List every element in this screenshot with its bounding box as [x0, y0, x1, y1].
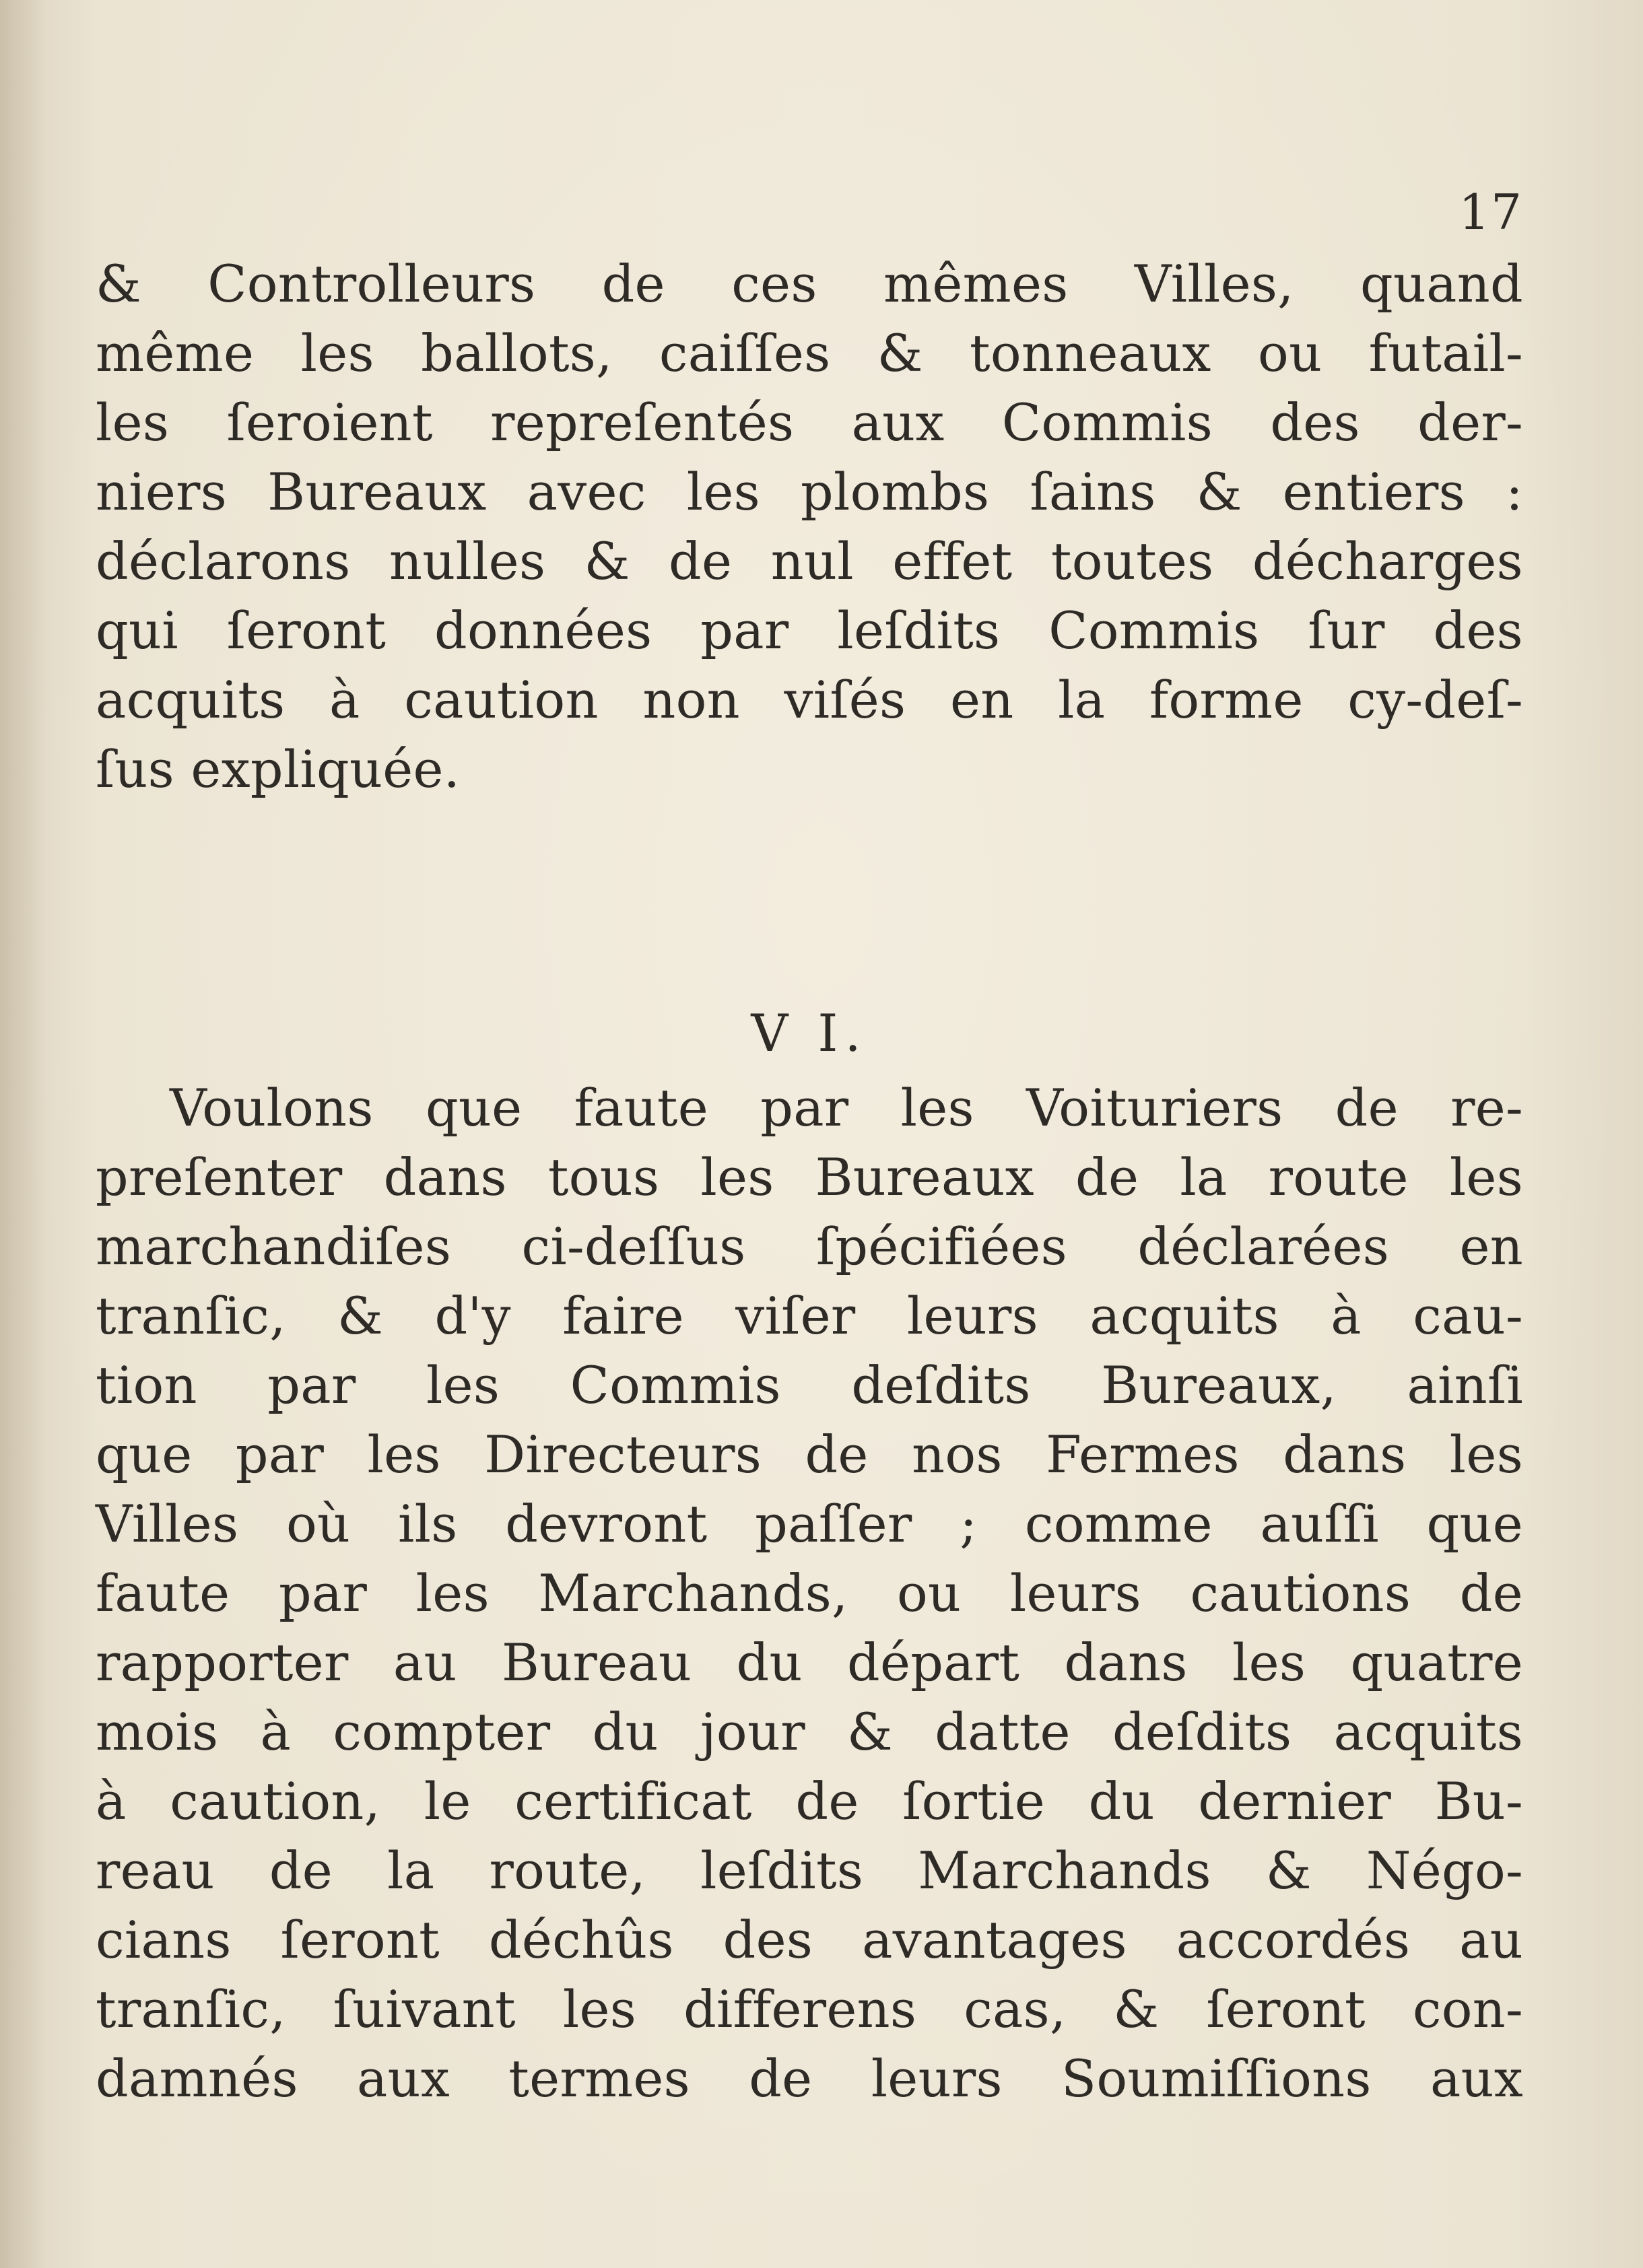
- text-line: marchandiſes ci-deſſus ſpécifiées déclarées en: [96, 1216, 1523, 1276]
- text-line: tranſic, & d'y faire viſer leurs acquits à cau-: [96, 1286, 1523, 1346]
- text-line: que par les Directeurs de nos Fermes dans les: [96, 1424, 1523, 1484]
- page-edge-shadow: [0, 0, 47, 2268]
- text-line: niers Bureaux avec les plombs ſains & entiers :: [96, 462, 1523, 522]
- text-line: reau de la route, leſdits Marchands & Négo-: [96, 1841, 1523, 1900]
- text-line: déclarons nulles & de nul effet toutes décharges: [96, 531, 1523, 591]
- paragraph-2: [96, 1073, 1523, 2113]
- section-heading: V I.: [751, 1003, 868, 1063]
- text-line: ſus expliquée.: [96, 739, 461, 799]
- text-line: tranſic, ſuivant les differens cas, & ſeront con-: [96, 1979, 1523, 2039]
- page-number: 17: [1458, 184, 1523, 240]
- text-line: acquits à caution non viſés en la forme cy-deſ-: [96, 670, 1523, 730]
- section-heading-wrap: [96, 998, 1523, 1068]
- text-line: même les ballots, caiſſes & tonneaux ou futail-: [96, 323, 1523, 383]
- text-line: à caution, le certificat de ſortie du dernier Bu-: [96, 1771, 1523, 1831]
- text-line: tion par les Commis deſdits Bureaux, ainſi: [96, 1355, 1523, 1415]
- text-line: damnés aux termes de leurs Soumiſſions aux: [96, 2049, 1523, 2108]
- text-line: les ſeroient repreſentés aux Commis des der-: [96, 392, 1523, 452]
- text-line: mois à compter du jour & datte deſdits acquits: [96, 1702, 1523, 1762]
- text-line: rapporter au Bureau du départ dans les quatre: [96, 1633, 1523, 1692]
- text-line: Villes où ils devront paſſer ; comme auſſi que: [96, 1494, 1523, 1554]
- paragraph-1: [96, 249, 1523, 804]
- text-line: cians ſeront déchûs des avantages accordés au: [96, 1910, 1523, 1970]
- text-line: Voulons que faute par les Voituriers de re-: [170, 1078, 1523, 1138]
- text-line: & Controlleurs de ces mêmes Villes, quand: [96, 254, 1523, 314]
- text-line: preſenter dans tous les Bureaux de la route les: [96, 1147, 1523, 1207]
- text-line: faute par les Marchands, ou leurs cautions de: [96, 1563, 1523, 1623]
- text-line: qui ſeront données par leſdits Commis ſur des: [96, 600, 1523, 660]
